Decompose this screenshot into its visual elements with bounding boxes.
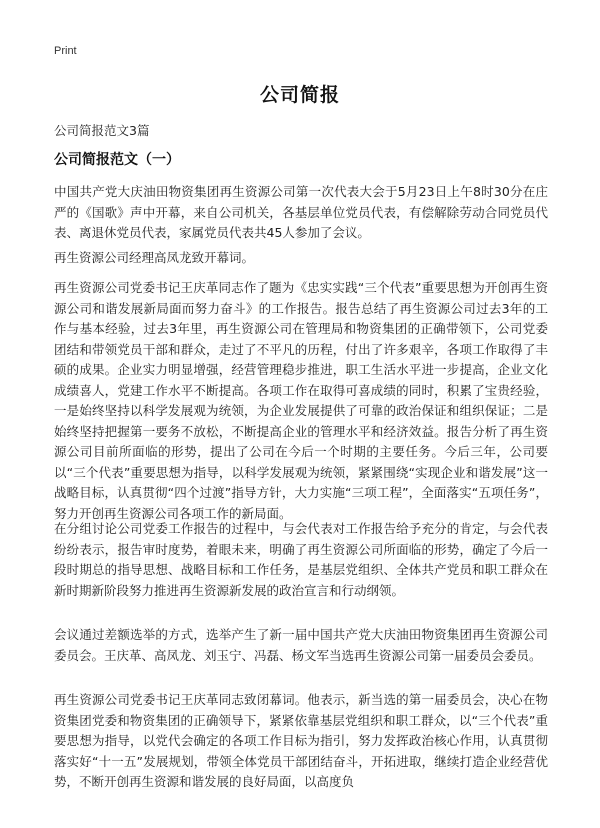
paragraph-1: 中国共产党大庆油田物资集团再生资源公司第一次代表大会于5月23日上午8时30分在庄严的《国歌》声中开幕，来自公司机关，各基层单位党员代表，有偿解除劳动合同党员代表、离退休党员代表，家属党员代表共45人参加了会议。: [54, 184, 548, 240]
page-title: 公司简报: [259, 84, 340, 106]
paragraph-2: 再生资源公司经理高凤龙致开幕词。: [54, 250, 255, 265]
print-link[interactable]: Print: [54, 45, 77, 57]
paragraph-5: 会议通过差额选举的方式，选举产生了新一届中国共产党大庆油田物资集团再生资源公司委员会。王庆革、高凤龙、刘玉宁、冯磊、杨文军当选再生资源公司第一届委员会委员。: [54, 627, 548, 663]
document-subtitle: 公司简报范文3篇: [54, 123, 150, 138]
paragraph-6: 再生资源公司党委书记王庆革同志致闭幕词。他表示，新当选的第一届委员会，决心在物资集团党委和物资集团的正确领导下，紧紧依靠基层党组织和职工群众，以“三个代表”重要思想为指导，以党代会确定的各项工作目标为指引，努力发挥政治核心作用，认真贯彻落实好“十一五”发展规划，带领全体党员干部团结奋斗，开拓进取，继续打造企业经营优势，不断开创再生资源和谐发展的良好局面，以高度负: [54, 692, 548, 789]
paragraph-4: 在分组讨论公司党委工作报告的过程中，与会代表对工作报告给予充分的肯定，与会代表纷纷表示，报告审时度势，着眼未来，明确了再生资源公司所面临的形势，确定了今后一段时期总的指导思想、战略目标和工作任务，是基层党组织、全体共产党员和职工群众在新时期新阶段努力推进再生资源新发展的政治宣言和行动纲领。: [54, 521, 548, 598]
section-heading: 公司简报范文（一）: [54, 152, 180, 168]
paragraph-3: 再生资源公司党委书记王庆革同志作了题为《忠实实践“三个代表”重要思想为开创再生资源公司和谐发展新局面而努力奋斗》的工作报告。报告总结了再生资源公司过去3年的工作与基本经验，过去3年里，再生资源公司在管理局和物资集团的正确带领下，公司党委团结和带领党员干部和群众，走过了不平凡的历程，付出了许多艰辛，各项工作取得了丰硕的成果。企业实力明显增强，经营管理稳步推进，职工生活水平进一步提高，企业文化成绩喜人，党建工作水平不断提高。各项工作在取得可喜成绩的同时，积累了宝贵经验，一是始终坚持以科学发展观为统领，为企业发展提供了可靠的政治保证和组织保证；二是始终坚持把握第一要务不放松，不断提高企业的管理水平和经济效益。报告分析了再生资源公司目前所面临的形势，提出了公司在今后一个时期的主要任务。今后三年，公司要以“三个代表”重要思想为指导，以科学发展观为统领，紧紧围绕“实现企业和谐发展”这一战略目标，认真贯彻“四个过渡”指导方针，大力实施“三项工程”，全面落实“五项任务”，努力开创再生资源公司各项工作的新局面。: [54, 280, 548, 521]
